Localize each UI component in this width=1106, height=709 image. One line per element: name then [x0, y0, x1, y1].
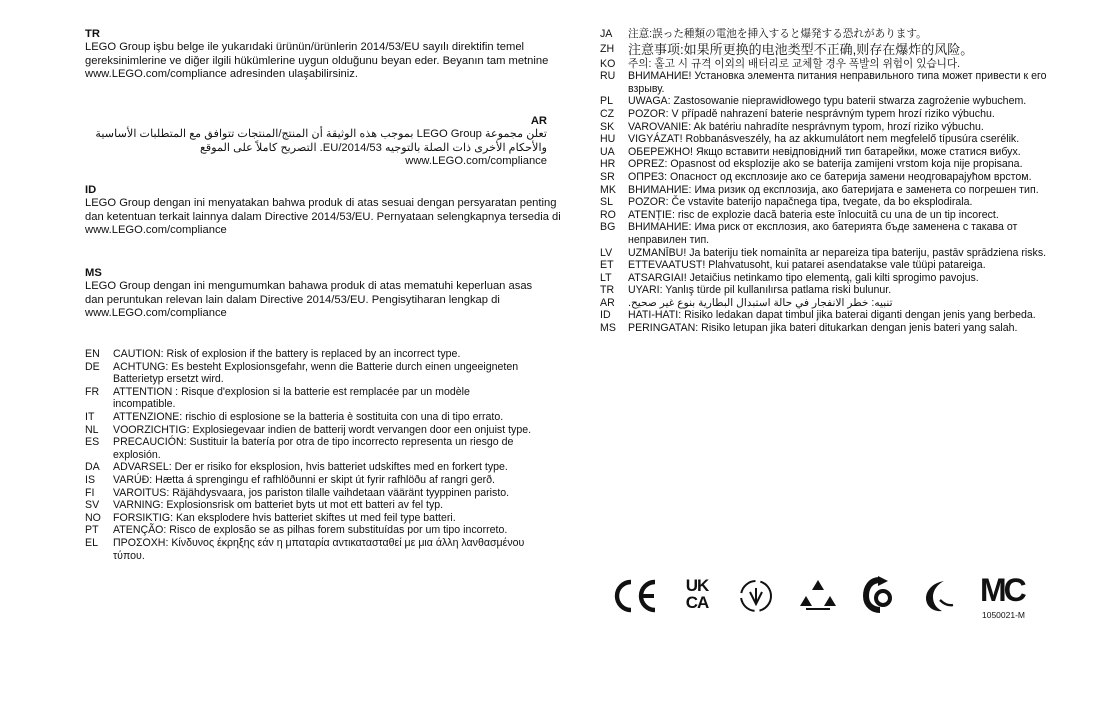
warning-row [600, 247, 1060, 260]
warning-lang: DE [85, 360, 100, 373]
warning-lang: UA [600, 145, 615, 158]
warning-row [600, 284, 1060, 297]
warning-row [600, 58, 1060, 71]
warning-text: VAROITUS: Räjähdysvaara, jos pariston tilalle vaihdetaan vääränt tyyppinen paristo. [113, 486, 510, 499]
warning-text: CAUTION: Risk of explosion if the battery is replaced by an incorrect type. [113, 348, 461, 360]
warning-text: VAROVANIE: Ak batériu nahradíte nesprávnym typom, hrozí riziko výbuchu. [628, 120, 984, 133]
warning-text: ACHTUNG: Es besteht Explosionsgefahr, wenn die Batterie durch einen ungeeigneten Batterietyp ersetzt wird. [113, 360, 519, 386]
warning-lang: BG [600, 221, 616, 234]
declaration-text: LEGO Group dengan ini menyatakan bahwa produk di atas sesuai dengan persyaratan penting dan ketentuan terkait lainnya dalam Directive 2014/53/EU. Pernyataan selengkapnya tersedia di www.LEGO.com/compliance [85, 197, 561, 236]
declaration-ar [85, 115, 547, 168]
declaration-id [85, 184, 567, 237]
mc-mark-icon [980, 573, 1024, 607]
declaration-code: AR [530, 115, 547, 127]
warning-row [600, 158, 1060, 171]
warning-lang: RO [600, 208, 616, 221]
warning-text: UYARI: Yanlış türde pil kullanılırsa patlama riski bulunur. [628, 284, 892, 297]
warning-lang: SV [85, 499, 100, 512]
warning-text: ОПРЕЗ: Опасност од експлозије ако се батерија замени неодговарајућом врстом. [628, 170, 1032, 183]
warning-text: PRECAUCIÓN: Sustituir la batería por otra de tipo incorrecto representa un riesgo de explosión. [113, 436, 514, 461]
recycle-arrow-icon [862, 576, 898, 614]
warning-text: VIGYÁZAT! Robbanásveszély, ha az akkumulátort nem megfelelő típusúra cserélik. [628, 133, 1020, 146]
warning-text: PERINGATAN: Risiko letupan jika bateri ditukarkan dengan jenis bateri yang salah. [628, 322, 1018, 335]
warning-lang: RU [600, 70, 616, 83]
warning-row [85, 537, 535, 562]
warning-row [85, 411, 535, 424]
warning-lang: MS [600, 322, 616, 335]
warning-row [85, 348, 535, 361]
warning-text: POZOR: V případě nahrazení baterie nesprávným typem hrozí riziko výbuchu. [628, 107, 995, 120]
warning-lang: PT [85, 524, 99, 537]
warning-lang: DA [85, 461, 100, 474]
warning-lang: MK [600, 183, 616, 196]
warning-lang: HR [600, 158, 616, 171]
warning-lang: ET [600, 259, 614, 272]
moon-swirl-icon [922, 578, 956, 614]
warning-row [85, 512, 535, 525]
warning-text: ETTEVAATUST! Plahvatusoht, kui patarei asendatakse vale tüüpi patareiga. [628, 259, 986, 272]
warning-lang: FR [85, 385, 100, 398]
ukca-top-label: UK [685, 576, 709, 595]
warning-lang: JA [600, 28, 613, 40]
warning-row [600, 322, 1060, 335]
declaration-tr [85, 28, 585, 81]
warning-lang: IS [85, 473, 96, 486]
warning-row [600, 108, 1060, 121]
ce-mark-icon [612, 579, 658, 613]
warning-lang: ID [600, 309, 611, 322]
warning-text: OPREZ: Opasnost od eksplozije ako se baterija zamijeni vrstom koja nije propisana. [628, 158, 1023, 171]
warning-lang: NL [85, 423, 99, 436]
warning-lang: EN [85, 348, 100, 360]
warning-lang: SK [600, 120, 615, 133]
warning-row [85, 424, 535, 437]
warning-lang: AR [600, 296, 615, 309]
warning-text: 注意:誤った種類の電池を挿入すると爆発する恐れがあります。 [628, 28, 927, 40]
warning-text: UZMANĪBU! Ja bateriju tiek nomainīta ar nepareiza tipa bateriju, pastāv sprādziena risks. [628, 246, 1047, 259]
warning-lang: SR [600, 170, 615, 183]
warning-lang: ZH [600, 42, 615, 55]
warning-text: ATTENZIONE: rischio di esplosione se la batteria è sostituita con una di tipo errato. [113, 410, 504, 423]
warning-text: ВНИМАНИЕ: Има ризик од експлозија, ако батеријата е заменета со погрешен тип. [628, 183, 1039, 196]
warning-lang: HU [600, 133, 616, 146]
declaration-ms [85, 267, 535, 320]
warning-row [600, 309, 1060, 322]
declaration-text: تعلن مجموعة LEGO Group بموجب هذه الوثيقة أن المنتج/المنتجات تتوافق مع المتطلبات الأساسية والأحكام الأخرى ذات الصلة بالتوجيه EU/2014/53. التصريح كاملاً على الموقع www.LEGO.com/compliance [95, 128, 547, 167]
declaration-code: TR [85, 28, 100, 40]
battery-warnings-right [600, 28, 1060, 335]
warning-lang: LT [600, 271, 612, 284]
warning-text: تنبيه: خطر الانفجار في حالة استبدال البطارية بنوع غير صحيح. [628, 296, 893, 309]
declaration-code: ID [85, 184, 97, 196]
warning-row [85, 499, 535, 512]
ukca-bottom-label: CA [685, 593, 709, 612]
warning-row [600, 28, 1060, 41]
warning-text: ВНИМАНИЕ: Има риск от експлозия, ако батерията бъде заменена с такава от неправилен тип. [628, 221, 1018, 246]
product-code: 1050021-M [982, 610, 1026, 620]
mc-label: MC [980, 572, 1024, 608]
warning-text: ОБЕРЕЖНО! Якщо вставити невідповідний тип батарейки, може статися вибух. [628, 145, 1021, 158]
warning-row [600, 297, 1060, 310]
warning-text: FORSIKTIG: Kan eksplodere hvis batteriet skiftes ut med feil type batteri. [113, 511, 456, 524]
warning-text: ADVARSEL: Der er risiko for eksplosion, hvis batteriet udskiftes med en forkert type. [113, 461, 508, 474]
warning-row [600, 272, 1060, 285]
warning-row [600, 209, 1060, 222]
certification-marks [610, 573, 1050, 623]
warning-text: VOORZICHTIG: Explosiegevaar indien de batterij wordt vervangen door een onjuist type. [113, 423, 532, 436]
recycling-symbol-icon [738, 578, 774, 614]
warning-row [85, 361, 535, 386]
warning-lang: EL [85, 536, 98, 549]
warning-row [85, 474, 535, 487]
warning-row [85, 386, 535, 411]
warning-lang: IT [85, 410, 95, 423]
battery-warnings-left [85, 348, 535, 562]
warning-row [600, 121, 1060, 134]
warning-text: ATSARGIAI! Jetaičius netinkamo tipo elementą, gali kilti sprogimo pavojus. [628, 271, 979, 284]
warning-text: ΠΡΟΣΟΧΗ: Κίνδυνος έκρηξης εάν η μπαταρία αντικατασταθεί με μια άλλη λανθασμένου τύπου. [113, 536, 525, 562]
warning-row [600, 95, 1060, 108]
warning-row [600, 196, 1060, 209]
warning-lang: NO [85, 511, 101, 524]
warning-lang: TR [600, 284, 615, 297]
warning-text: ВНИМАНИЕ! Установка элемента питания неправильного типа может привести к его взрыву. [628, 70, 1047, 95]
warning-text: 주의: 홀고 시 규격 이외의 배터리로 교체할 경우 폭발의 위험이 있습니다. [628, 57, 961, 70]
warning-lang: KO [600, 57, 616, 70]
warning-row [85, 461, 535, 474]
warning-text: ATENÇÃO: Risco de explosão se as pilhas forem substituídas por um tipo incorreto. [113, 524, 508, 537]
warning-row [85, 487, 535, 500]
warning-text: VARÚÐ: Hætta á sprengingu ef rafhlöðunni er skipt út fyrir rafhlöðu af rangri gerð. [113, 473, 495, 486]
warning-lang: PL [600, 95, 613, 108]
warning-text: 注意事项:如果所更换的电池类型不正确,则存在爆炸的风险。 [628, 41, 974, 57]
ukca-mark-icon [680, 577, 714, 611]
warning-row [600, 221, 1060, 246]
warning-lang: LV [600, 246, 613, 259]
warning-lang: ES [85, 436, 100, 449]
warning-row [600, 146, 1060, 159]
warning-row [600, 184, 1060, 197]
warning-text: POZOR: Če vstavite baterijo napačnega tipa, tvegate, da bo eksplodirala. [628, 196, 973, 209]
warning-row [600, 259, 1060, 272]
warning-row [600, 41, 1060, 58]
warning-lang: FI [85, 486, 95, 499]
warning-lang: SL [600, 196, 613, 209]
warning-text: ATTENTION : Risque d'explosion si la batterie est remplacée par un modèle incompatible. [113, 385, 470, 411]
warning-lang: CZ [600, 107, 615, 120]
warning-text: ATENȚIE: risc de explozie dacă bateria este înlocuită cu una de un tip incorect. [628, 208, 999, 221]
triangle-recycle-icon [798, 578, 838, 612]
warning-row [600, 133, 1060, 146]
warning-text: VARNING: Explosionsrisk om batteriet byts ut mot ett batteri av fel typ. [113, 499, 444, 512]
declaration-text: LEGO Group dengan ini mengumumkan bahawa produk di atas mematuhi keperluan asas dan peruntukan relevan lain dalam Directive 2014/53/EU. Pengisytiharan lengkap di www.LEGO.com/compliance [85, 280, 533, 319]
declaration-code: MS [85, 267, 102, 279]
warning-row [85, 524, 535, 537]
warning-text: UWAGA: Zastosowanie nieprawidłowego typu baterii stwarza zagrożenie wybuchem. [628, 95, 1027, 108]
warning-row [600, 171, 1060, 184]
warning-text: HATI-HATI: Risiko ledakan dapat timbul jika baterai diganti dengan jenis yang berbeda. [628, 309, 1036, 322]
warning-row [85, 436, 535, 461]
warning-row [600, 70, 1060, 95]
declaration-text: LEGO Group işbu belge ile yukarıdaki ürünün/ürünlerin 2014/53/EU sayılı direktifin temel gereksinimlerine ve diğer ilgili hükümlerine uygun olduğunu beyan eder. Beyanın tam metnine www.LEGO.com/compliance adresinden ulaşabilirsiniz. [85, 41, 549, 80]
